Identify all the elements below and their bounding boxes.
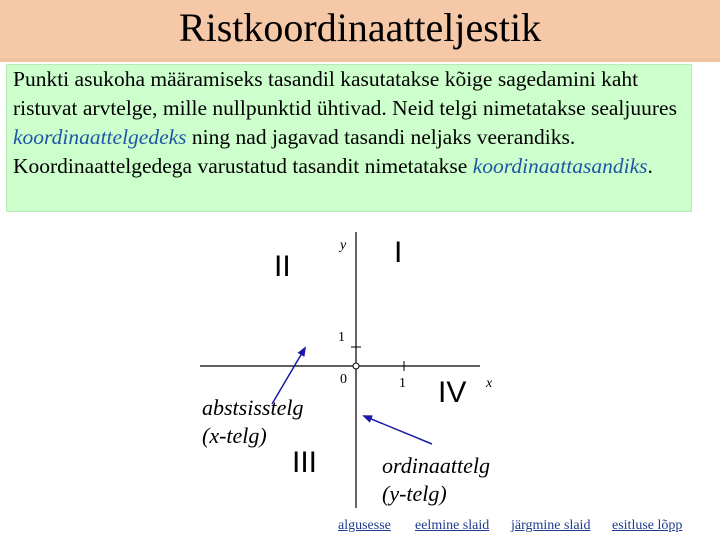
- ordinate-caption-line2: (y-telg): [382, 481, 447, 506]
- ordinate-caption-line1: ordinaattelg: [382, 453, 490, 478]
- y-axis-label: y: [340, 238, 347, 253]
- intro-text-part1: Punkti asukoha määramiseks tasandil kasutatakse kõige sagedamini kaht ristuvat arvtelge, mille nullpunktid ühtivad. Neid telgi nimetatakse sealjuures: [13, 67, 677, 120]
- quadrant-1-label: I: [394, 236, 403, 269]
- intro-text-part3: .: [647, 154, 653, 178]
- abscissa-caption-line2: (x-telg): [202, 423, 267, 448]
- intro-text-part2: ning nad jagavad tasandi neljaks veerandiks. Koordinaattelgedega varustatud tasandit nimetatakse: [13, 125, 576, 178]
- nav-start-link[interactable]: algusesse: [338, 518, 391, 533]
- x-unit-label: 1: [399, 376, 406, 391]
- nav-end-link[interactable]: esitluse lõpp: [612, 518, 683, 533]
- ordinate-pointer-arrow: [364, 416, 432, 444]
- term-koordinaatteljed: koordinaattelgedeks: [13, 125, 187, 149]
- x-axis-label: x: [486, 376, 493, 391]
- ordinate-caption: [382, 452, 490, 508]
- nav-next-slide-link[interactable]: järgmine slaid: [511, 518, 591, 533]
- quadrant-4-label: IV: [438, 376, 467, 409]
- abscissa-caption: [202, 394, 303, 450]
- nav-previous-slide-link[interactable]: eelmine slaid: [415, 518, 490, 533]
- origin-label: 0: [340, 372, 347, 387]
- y-unit-label: 1: [338, 330, 345, 345]
- quadrant-3-label: III: [292, 446, 318, 479]
- abscissa-caption-line1: abstsisstelg: [202, 395, 304, 420]
- term-koordinaattasand: koordinaattasandiks: [472, 154, 648, 178]
- slide-title: Ristkoordinaatteljestik: [178, 5, 542, 50]
- origin-point: [353, 363, 359, 369]
- quadrant-2-label: II: [274, 250, 291, 283]
